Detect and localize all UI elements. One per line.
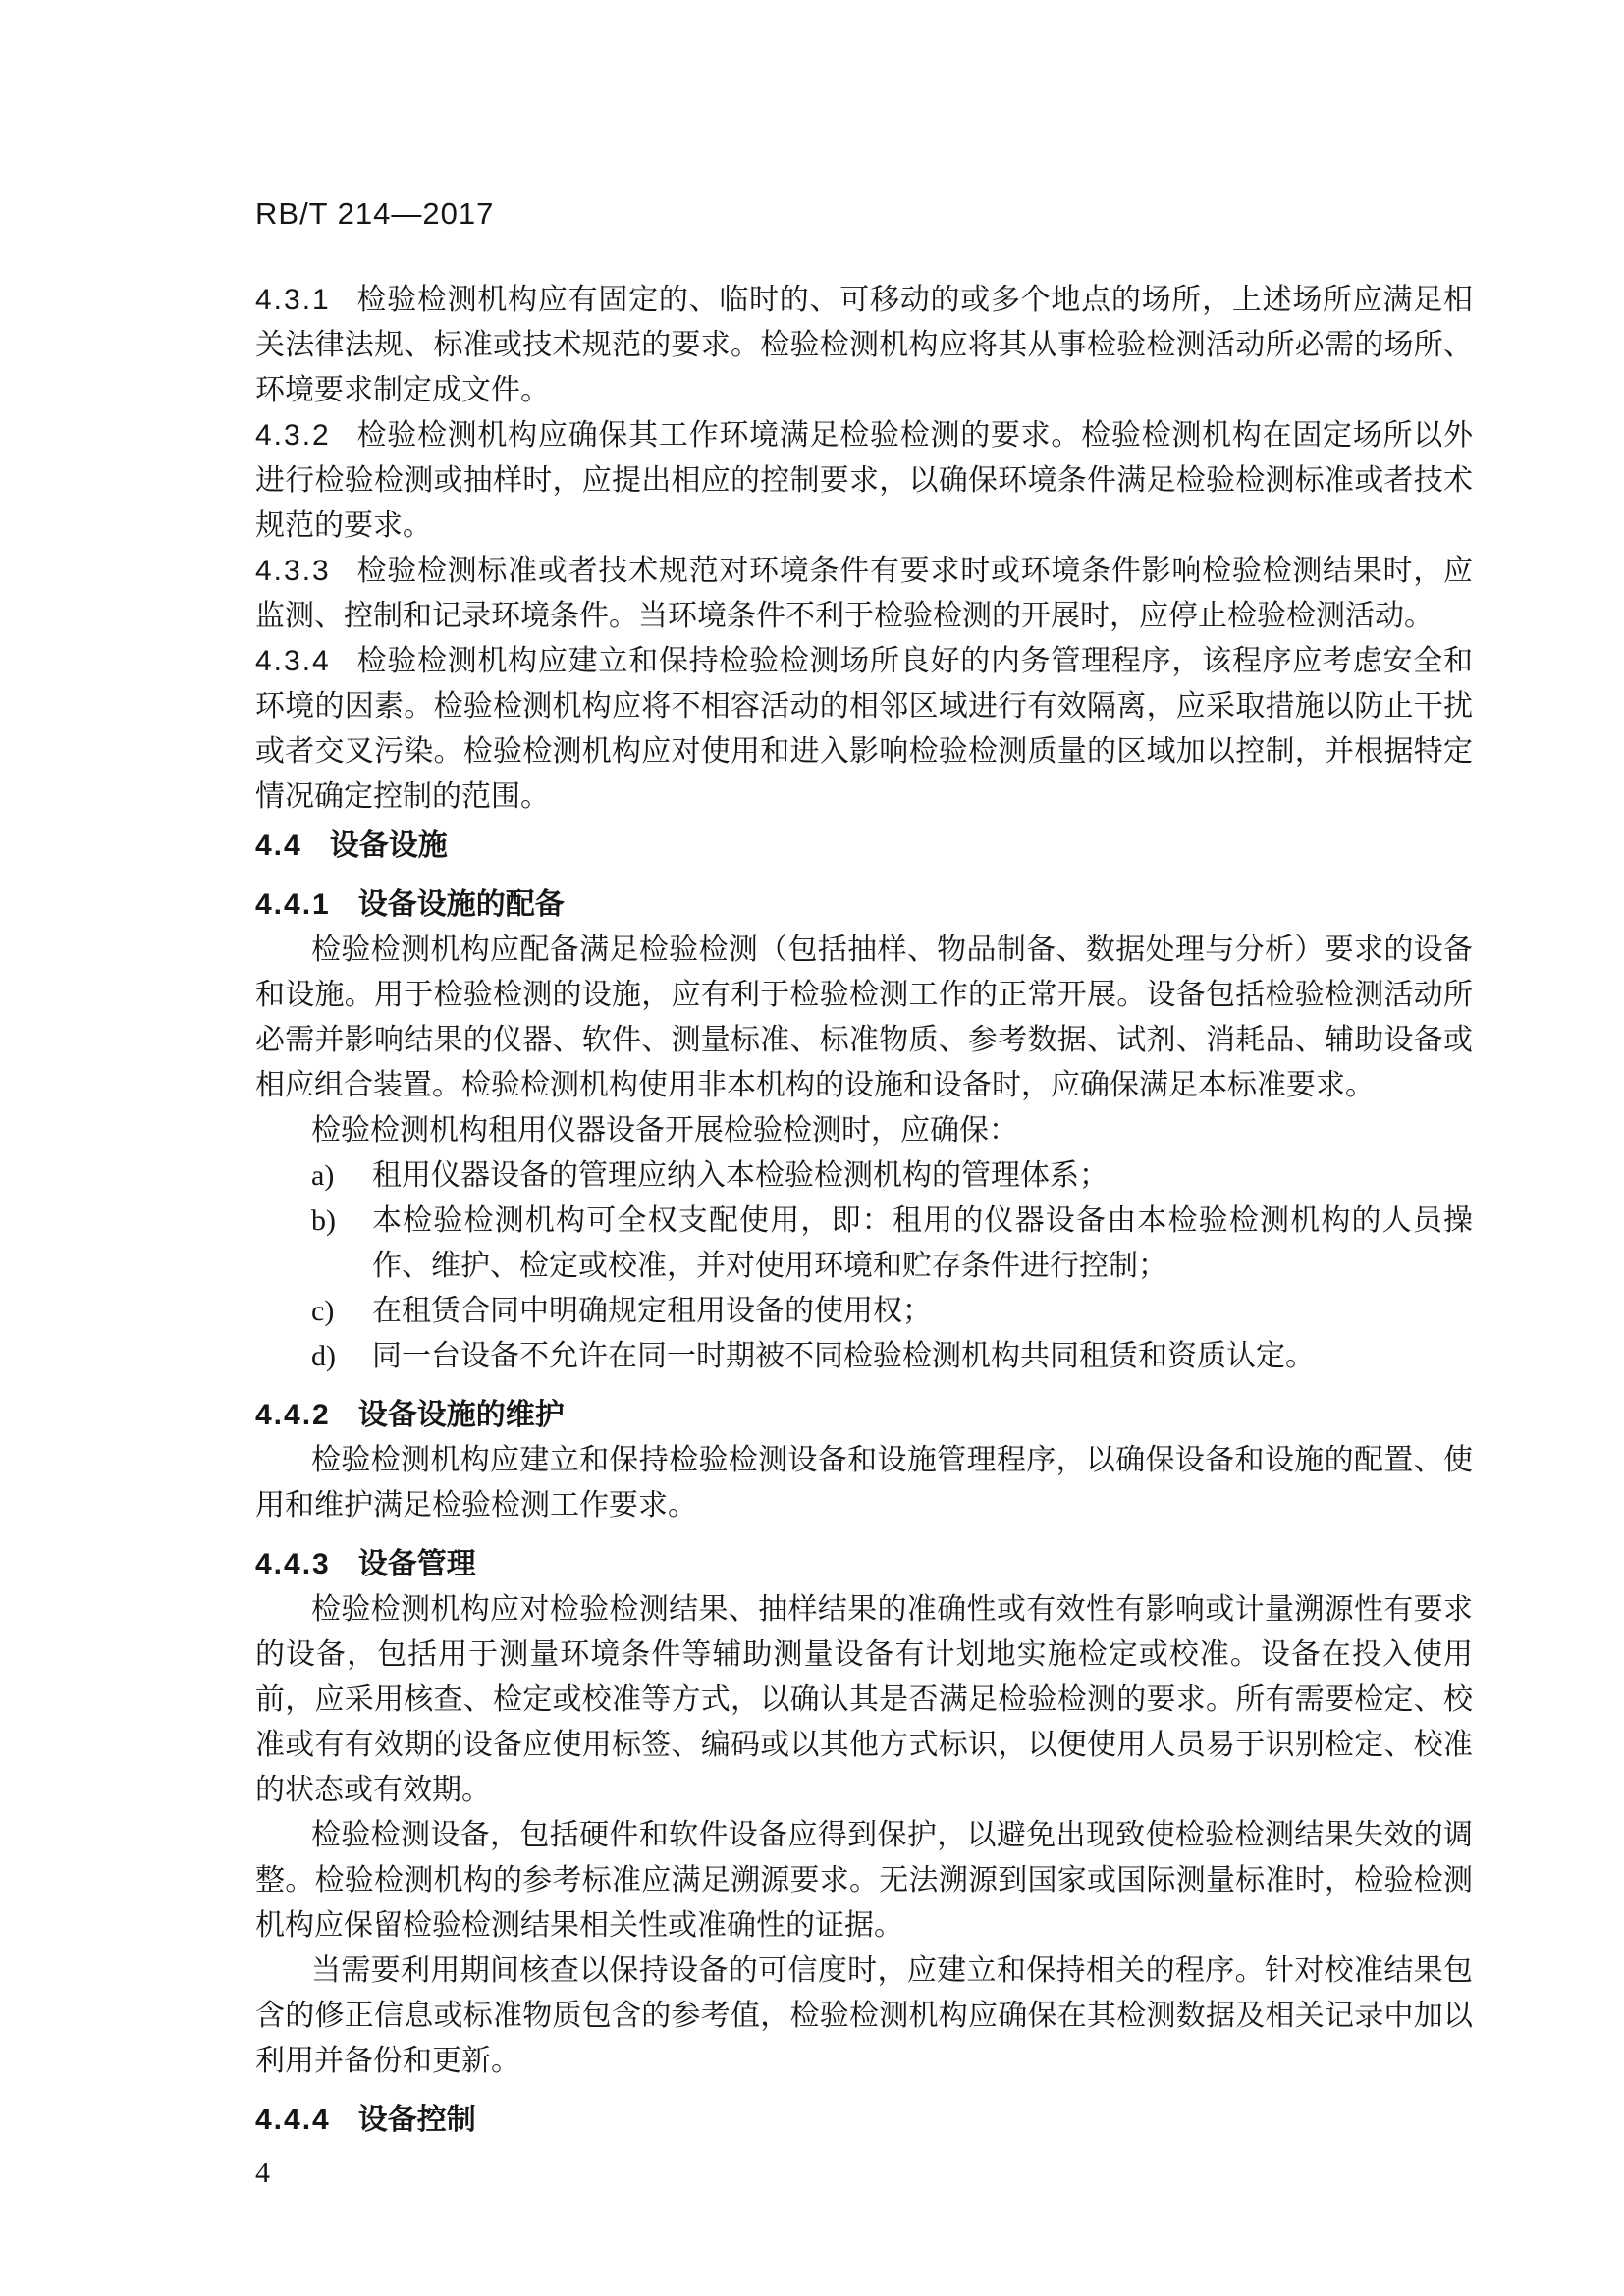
heading-number: 4.4.2 (255, 1399, 331, 1431)
list-item-text: 本检验检测机构可全权支配使用，即：租用的仪器设备由本检验检测机构的人员操作、维护、检定或校准，并对使用环境和贮存条件进行控制； (372, 1204, 1473, 1282)
heading-number: 4.4.3 (255, 1548, 331, 1580)
heading-title: 设备设施 (329, 829, 448, 862)
section-heading-4-4-2 (255, 1393, 1473, 1438)
clause-4-3-3 (255, 549, 1473, 639)
clause-number: 4.3.4 (255, 645, 331, 677)
paragraph: 检验检测机构应建立和保持检验检测设备和设施管理程序，以确保设备和设施的配置、使用和维护满足检验检测工作要求。 (255, 1444, 1473, 1522)
heading-number: 4.4 (255, 829, 302, 862)
heading-number: 4.4.1 (255, 888, 331, 921)
list-item (311, 1153, 1473, 1199)
list-item-label: c) (311, 1295, 335, 1327)
paragraph: 检验检测机构应对检验检测结果、抽样结果的准确性或有效性有影响或计量溯源性有要求的设备，包括用于测量环境条件等辅助测量设备有计划地实施检定或校准。设备在投入使用前，应采用核查、检定或校准等方式，以确认其是否满足检验检测的要求。所有需要检定、校准或有有效期的设备应使用标签、编码或以其他方式标识，以便使用人员易于识别检定、校准的状态或有效期。 (255, 1593, 1473, 1806)
list-item-text: 同一台设备不允许在同一时期被不同检验检测机构共同租赁和资质认定。 (372, 1340, 1315, 1372)
section-heading-4-4 (255, 824, 1473, 869)
clause-text: 检验检测机构应有固定的、临时的、可移动的或多个地点的场所，上述场所应满足相关法律法规、标准或技术规范的要求。检验检测机构应将其从事检验检测活动所必需的场所、环境要求制定成文件。 (255, 284, 1473, 406)
list-item-text: 在租赁合同中明确规定租用设备的使用权； (372, 1295, 932, 1327)
paragraph: 检验检测机构应配备满足检验检测（包括抽样、物品制备、数据处理与分析）要求的设备和设施。用于检验检测的设施，应有利于检验检测工作的正常开展。设备包括检验检测活动所必需并影响结果的仪器、软件、测量标准、标准物质、参考数据、试剂、消耗品、辅助设备或相应组合装置。检验检测机构使用非本机构的设施和设备时，应确保满足本标准要求。 (255, 934, 1473, 1101)
list-item (311, 1334, 1473, 1379)
clause-number: 4.3.3 (255, 555, 331, 587)
rented-equipment-list (255, 1153, 1473, 1379)
paragraph: 检验检测设备，包括硬件和软件设备应得到保护，以避免出现致使检验检测结果失效的调整。检验检测机构的参考标准应满足溯源要求。无法溯源到国家或国际测量标准时，检验检测机构应保留检验检测结果相关性或准确性的证据。 (255, 1819, 1473, 1942)
heading-title: 设备管理 (357, 1548, 476, 1580)
heading-number: 4.4.4 (255, 2104, 331, 2136)
heading-title: 设备设施的维护 (357, 1399, 565, 1431)
list-item-text: 租用仪器设备的管理应纳入本检验检测机构的管理体系； (372, 1159, 1109, 1192)
heading-title: 设备设施的配备 (357, 888, 565, 921)
list-item-label: a) (311, 1159, 335, 1192)
heading-title: 设备控制 (357, 2104, 476, 2136)
clause-text: 检验检测机构应确保其工作环境满足检验检测的要求。检验检测机构在固定场所以外进行检验检测或抽样时，应提出相应的控制要求，以确保环境条件满足检验检测标准或者技术规范的要求。 (255, 419, 1473, 542)
clause-4-3-4 (255, 639, 1473, 820)
section-heading-4-4-3 (255, 1542, 1473, 1587)
doc-number-header: RB/T 214—2017 (255, 196, 495, 231)
clause-number: 4.3.1 (255, 284, 331, 316)
list-item (311, 1199, 1473, 1289)
paragraph: 当需要利用期间核查以保持设备的可信度时，应建立和保持相关的程序。针对校准结果包含的修正信息或标准物质包含的参考值，检验检测机构应确保在其检测数据及相关记录中加以利用并备份和更新。 (255, 1954, 1473, 2077)
list-item-label: d) (311, 1340, 336, 1372)
section-heading-4-4-4 (255, 2098, 1473, 2143)
list-item-label: b) (311, 1204, 336, 1237)
clause-text: 检验检测标准或者技术规范对环境条件有要求时或环境条件影响检验检测结果时，应监测、控制和记录环境条件。当环境条件不利于检验检测的开展时，应停止检验检测活动。 (255, 555, 1473, 632)
list-item (311, 1289, 1473, 1334)
body-text (255, 278, 1473, 2196)
paragraph: 检验检测机构租用仪器设备开展检验检测时，应确保： (311, 1114, 1018, 1147)
section-heading-4-4-1 (255, 882, 1473, 928)
clause-4-3-1 (255, 278, 1473, 413)
clause-4-3-2 (255, 413, 1473, 549)
page-number: 4 (255, 2157, 270, 2189)
clause-text: 检验检测机构应建立和保持检验检测场所良好的内务管理程序，该程序应考虑安全和环境的因素。检验检测机构应将不相容活动的相邻区域进行有效隔离，应采取措施以防止干扰或者交叉污染。检验检测机构应对使用和进入影响检验检测质量的区域加以控制，并根据特定情况确定控制的范围。 (255, 645, 1473, 813)
clause-number: 4.3.2 (255, 419, 331, 452)
